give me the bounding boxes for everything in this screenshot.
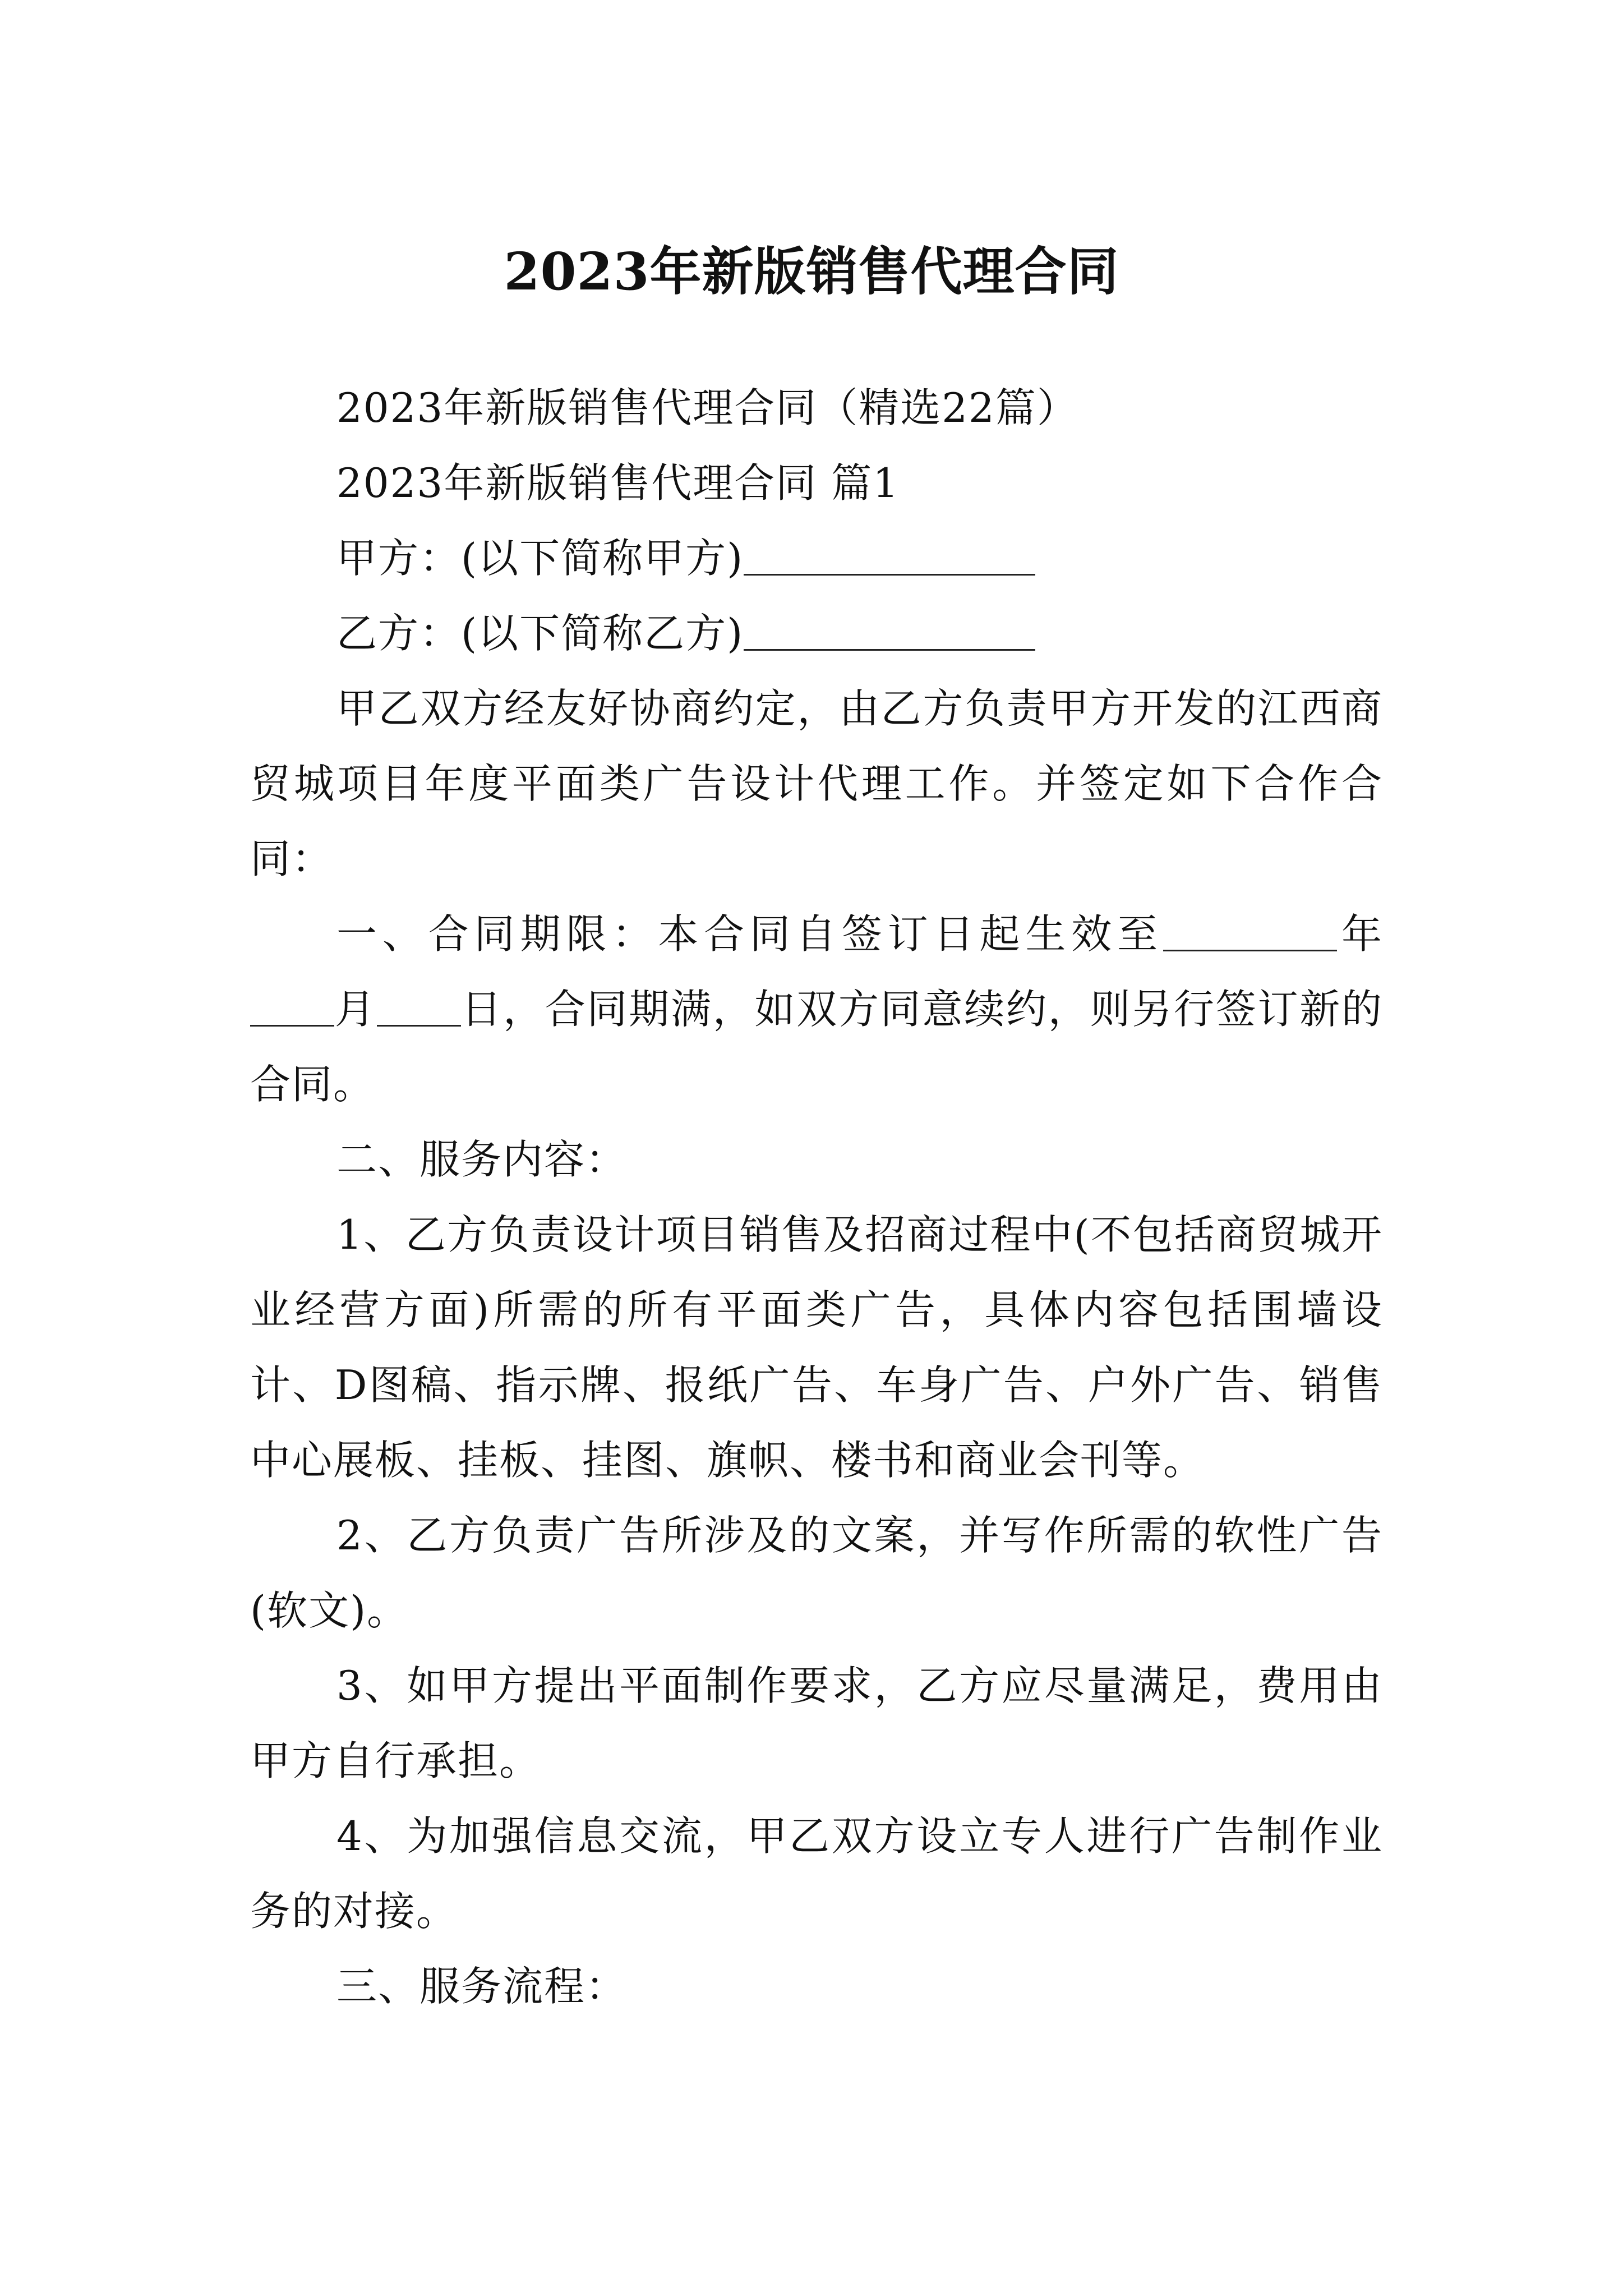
party-a-label: 甲方：(以下简称甲方) (336, 535, 744, 582)
section-2-title: 二、服务内容： (336, 1136, 628, 1183)
article-heading: 2023年新版销售代理合同 篇1 (336, 459, 900, 507)
term-day-blank (377, 988, 461, 1027)
document-body (250, 370, 1383, 2024)
party-b-blank (744, 612, 1035, 651)
term-year-label: 年 (1337, 910, 1383, 958)
term-month-label: 月 (334, 986, 377, 1033)
collection-heading: 2023年新版销售代理合同（精选22篇） (336, 384, 1078, 431)
term-month-blank (250, 988, 334, 1027)
service-item-4: 4、为加强信息交流，甲乙双方设立专人进行广告制作业务的对接。 (250, 1812, 1383, 1935)
section-3-title: 三、服务流程： (336, 1963, 628, 2010)
party-a-blank (744, 537, 1035, 576)
term-year-blank (1163, 913, 1337, 951)
party-b-label: 乙方：(以下简称乙方) (336, 610, 744, 657)
service-item-1: 1、乙方负责设计项目销售及招商过程中(不包括商贸城开业经营方面)所需的所有平面类广告，具体内容包括围墙设计、D图稿、指示牌、报纸广告、车身广告、户外广告、销售中心展板、挂板、挂图、旗帜、楼书和商业会刊等。 (250, 1211, 1383, 1484)
party-b-line (250, 596, 1383, 671)
document-title: 2023年新版销售代理合同 (504, 241, 1119, 302)
party-a-line (250, 521, 1383, 596)
service-item-2: 2、乙方负责广告所涉及的文案，并写作所需的软性广告(软文)。 (250, 1512, 1383, 1634)
term-lead: 一、合同期限：本合同自签订日起生效至 (336, 910, 1164, 958)
intro-paragraph: 甲乙双方经友好协商约定，由乙方负责甲方开发的江西商贸城项目年度平面类广告设计代理工作。并签定如下合作合同： (250, 685, 1383, 882)
contract-term-paragraph (250, 896, 1383, 1122)
service-item-3: 3、如甲方提出平面制作要求，乙方应尽量满足，费用由甲方自行承担。 (250, 1662, 1383, 1784)
term-tail: 日，合同期满，如双方同意续约，则另行签订新的合同。 (250, 986, 1383, 1108)
